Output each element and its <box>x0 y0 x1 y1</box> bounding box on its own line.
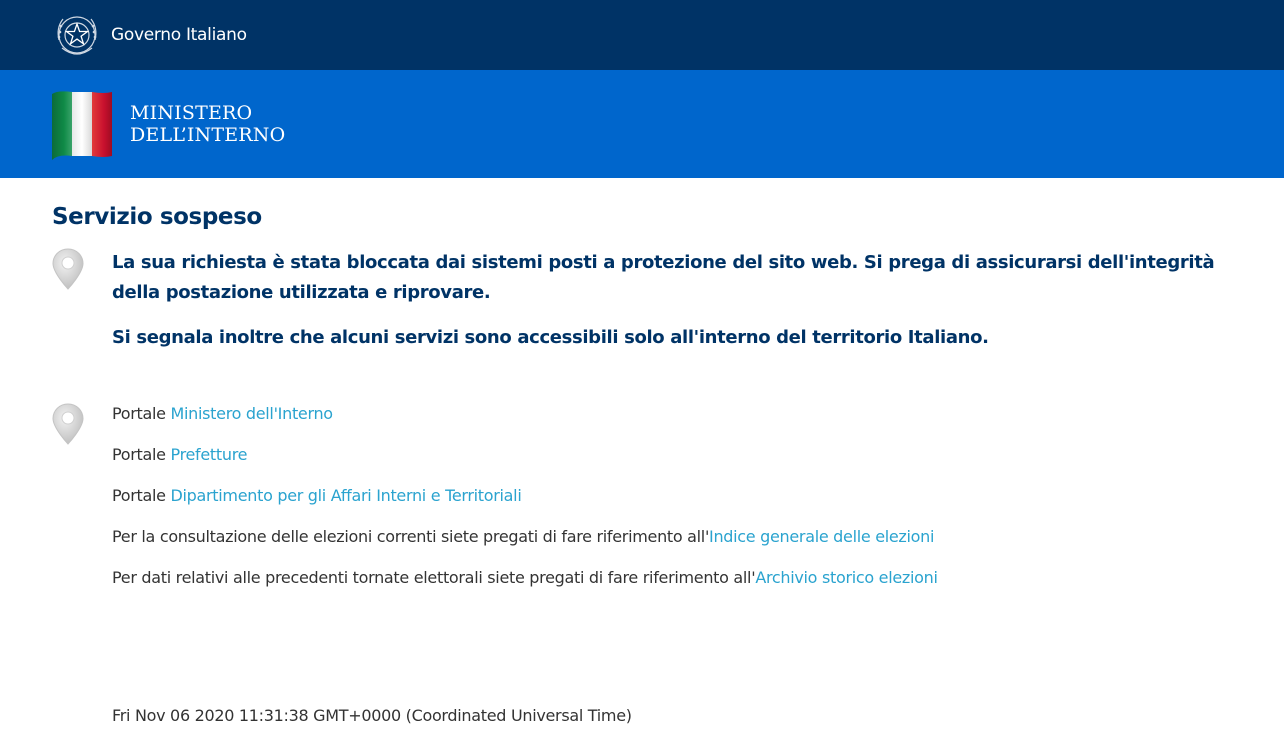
link-row-prefix: Portale <box>112 445 171 464</box>
useful-links <box>52 403 1224 609</box>
ministry-brand-bar <box>0 70 1284 178</box>
page-title: Servizio sospeso <box>52 204 262 230</box>
timestamp: Fri Nov 06 2020 11:31:38 GMT+0000 (Coordinated Universal Time) <box>112 706 632 725</box>
ministry-name[interactable] <box>130 102 285 146</box>
prefetture-link[interactable]: Prefetture <box>170 445 248 464</box>
territory-message: Si segnala inoltre che alcuni servizi sono accessibili solo all'interno del territorio Italiano. <box>112 327 989 348</box>
link-row-elezioni-correnti <box>112 527 1224 547</box>
site-header <box>0 0 1284 178</box>
link-row-prefix: Per dati relativi alle precedenti tornate elettorali siete pregati di fare riferimento all' <box>112 568 756 587</box>
link-row-prefix: Per la consultazione delle elezioni correnti siete pregati di fare riferimento all' <box>112 527 710 546</box>
link-row-dipartimento <box>112 486 1224 506</box>
governo-italiano-link[interactable]: Governo Italiano <box>111 25 247 45</box>
dipartimento-affari-interni-link[interactable]: Dipartimento per gli Affari Interni e Territoriali <box>170 486 522 505</box>
ministry-name-line2: DELL’INTERNO <box>130 124 286 146</box>
location-pin-icon <box>52 403 84 445</box>
archivio-storico-link[interactable]: Archivio storico elezioni <box>755 568 938 587</box>
location-pin-icon <box>52 248 84 290</box>
blocked-request-notice <box>52 248 1224 353</box>
link-row-archivio <box>112 568 1224 588</box>
indice-elezioni-link[interactable]: Indice generale delle elezioni <box>709 527 935 546</box>
government-top-bar <box>0 0 1284 70</box>
link-row-ministero <box>112 404 1224 424</box>
main-content <box>0 204 1284 725</box>
ministero-interno-link[interactable]: Ministero dell'Interno <box>170 404 333 423</box>
italian-flag-logo-icon[interactable] <box>52 88 112 162</box>
link-row-prefetture <box>112 445 1224 465</box>
blocked-message: La sua richiesta è stata bloccata dai sistemi posti a protezione del sito web. Si prega di assicurarsi dell'integrità della postazione utilizzata e riprovare. <box>112 252 1215 303</box>
italian-republic-emblem-icon <box>54 9 100 61</box>
ministry-name-line1: MINISTERO <box>130 102 253 124</box>
link-row-prefix: Portale <box>112 404 171 423</box>
link-row-prefix: Portale <box>112 486 171 505</box>
